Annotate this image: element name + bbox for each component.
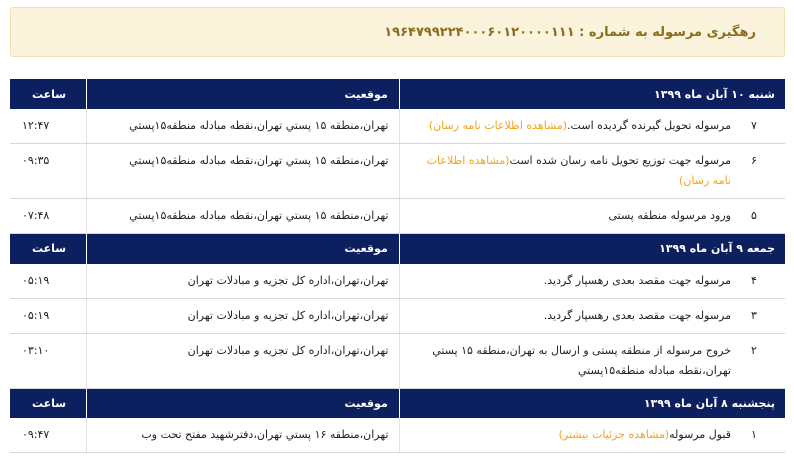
date-header: پنجشنبه ۸ آبان ماه ۱۳۹۹ [399, 388, 785, 418]
event-cell [399, 144, 785, 199]
event-cell [399, 418, 785, 453]
event-text: ورود مرسوله منطقه پستی [608, 209, 731, 222]
event-number: ۷ [751, 119, 757, 132]
view-details-link[interactable]: (مشاهده جزئیات بیشتر) [558, 428, 670, 441]
location-cell: تهران،منطقه ۱۶ پستي تهران،دفترشهید مفتح تحت وب [86, 418, 399, 453]
table-row [10, 298, 785, 333]
location-cell: تهران،تهران،اداره کل تجزیه و مبادلات تهران [86, 298, 399, 333]
location-header: موقعیت [86, 79, 399, 109]
time-cell: ۰۹:۴۷ [10, 418, 86, 453]
event-text: قبول مرسوله [669, 428, 731, 441]
event-number: ۱ [751, 428, 757, 441]
location-cell: تهران،منطقه ۱۵ پستي تهران،نقطه مبادله منطقه۱۵پستي [86, 199, 399, 234]
event-cell [399, 264, 785, 299]
time-header: ساعت [10, 388, 86, 418]
time-cell: ۱۲:۴۷ [10, 109, 86, 144]
event-cell [399, 199, 785, 234]
date-header: شنبه ۱۰ آبان ماه ۱۳۹۹ [399, 79, 785, 109]
table-row [10, 109, 785, 144]
view-details-link[interactable]: (مشاهده اطلاعات نامه رسان) [426, 154, 731, 187]
time-cell: ۰۵:۱۹ [10, 298, 86, 333]
tracking-banner [10, 7, 785, 57]
time-header: ساعت [10, 234, 86, 264]
view-details-link[interactable]: (مشاهده اطلاعات نامه رسان) [428, 119, 568, 132]
event-text: مرسوله جهت مقصد بعدی رهسپار گردید. [543, 273, 731, 287]
time-cell: ۰۹:۳۵ [10, 144, 86, 199]
event-cell [399, 333, 785, 388]
location-cell: تهران،منطقه ۱۵ پستي تهران،نقطه مبادله منطقه۱۵پستي [86, 144, 399, 199]
tracking-table-body [10, 79, 785, 453]
table-row [10, 333, 785, 388]
date-header-row [10, 79, 785, 109]
table-row [10, 264, 785, 299]
table-row [10, 418, 785, 453]
location-cell: تهران،تهران،اداره کل تجزیه و مبادلات تهران [86, 333, 399, 388]
date-header-row [10, 234, 785, 264]
event-number: ۲ [751, 343, 757, 357]
location-cell: تهران،منطقه ۱۵ پستي تهران،نقطه مبادله منطقه۱۵پستي [86, 109, 399, 144]
table-row [10, 199, 785, 234]
event-text: مرسوله تحویل گیرنده گردیده است. [567, 119, 731, 132]
location-header: موقعیت [86, 388, 399, 418]
event-number: ۵ [751, 209, 757, 222]
date-header: جمعه ۹ آبان ماه ۱۳۹۹ [399, 234, 785, 264]
location-cell: تهران،تهران،اداره کل تجزیه و مبادلات تهران [86, 264, 399, 299]
time-header: ساعت [10, 79, 86, 109]
event-cell [399, 298, 785, 333]
event-text: مرسوله جهت مقصد بعدی رهسپار گردید. [543, 308, 731, 322]
event-cell [399, 109, 785, 144]
event-number: ۴ [751, 273, 757, 287]
time-cell: ۰۵:۱۹ [10, 264, 86, 299]
location-header: موقعیت [86, 234, 399, 264]
event-number: ۳ [751, 308, 757, 322]
table-row [10, 144, 785, 199]
date-header-row [10, 388, 785, 418]
event-text: مرسوله جهت توزیع تحویل نامه رسان شده است [509, 154, 731, 167]
time-cell: ۰۷:۴۸ [10, 199, 86, 234]
tracking-table [10, 79, 785, 453]
time-cell: ۰۳:۱۰ [10, 333, 86, 388]
event-text: خروج مرسوله از منطقه پستی و ارسال به تهران،منطقه ۱۵ پستي تهران،نقطه مبادله منطقه۱۵پستي [432, 343, 731, 377]
tracking-title: رهگیری مرسوله به شماره : ۱۹۶۴۷۹۹۲۲۴۰۰۰۶۰۱۲۰۰۰۰۱۱۱ [384, 24, 756, 40]
event-number: ۶ [751, 154, 757, 167]
